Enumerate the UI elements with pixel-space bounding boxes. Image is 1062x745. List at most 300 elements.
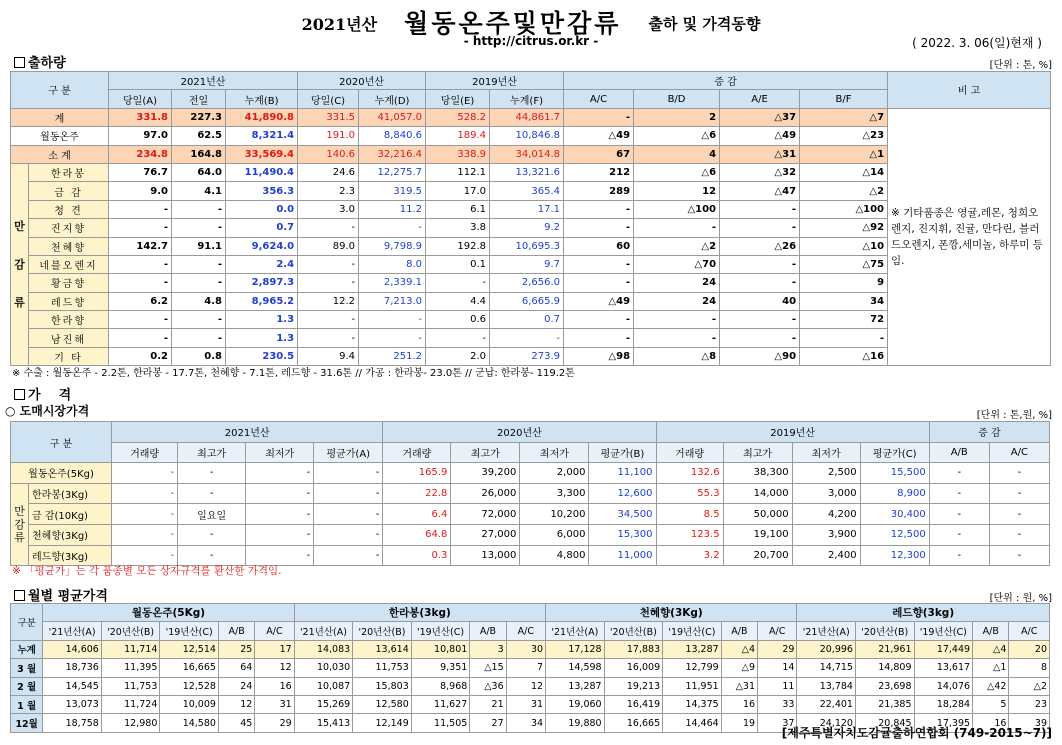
value-cell: 1.3	[226, 329, 298, 347]
value-cell: 31	[506, 695, 545, 713]
value-cell: 62.5	[172, 127, 226, 145]
table-row	[11, 524, 1050, 545]
subheader: A/E	[720, 90, 800, 108]
value-cell: 9.4	[298, 347, 359, 365]
value-cell: -	[109, 329, 172, 347]
table-row	[11, 463, 1050, 484]
value-cell: 2,897.3	[226, 274, 298, 292]
subheader: 최저가	[520, 442, 589, 463]
value-cell: △49	[564, 292, 634, 310]
header-gubun: 구 분	[11, 422, 112, 463]
value-cell: 331.8	[109, 108, 172, 126]
value-cell: 331.5	[298, 108, 359, 126]
subheader: 거래량	[112, 442, 178, 463]
value-cell: △6	[634, 163, 720, 181]
value-cell: 72	[800, 311, 888, 329]
value-cell: 14,715	[797, 659, 856, 677]
section-monthly-unit: [단위 : 원, %]	[989, 593, 1052, 604]
value-cell: -	[359, 219, 426, 237]
value-cell: 17.0	[426, 182, 490, 200]
group-label-char: 만	[14, 219, 25, 233]
table-row	[11, 504, 1050, 525]
header-variety: 레드향(3kg)	[797, 604, 1050, 622]
subheader: '19년산(C)	[914, 622, 973, 640]
value-cell: -	[989, 463, 1049, 484]
value-cell: 11,714	[101, 640, 160, 658]
header-2020: 2020년산	[383, 422, 656, 443]
value-cell: 10,801	[411, 640, 470, 658]
value-cell: -	[564, 311, 634, 329]
value-cell: 12,580	[353, 695, 412, 713]
price-note: ※ 「평균가」는 각 품종별 모든 상자규격를 환산한 가격임.	[12, 565, 282, 577]
value-cell: 16	[721, 695, 757, 713]
value-cell: 8,900	[860, 483, 929, 504]
value-cell: 일요일	[178, 504, 246, 525]
value-cell: -	[564, 108, 634, 126]
value-cell: 23,698	[855, 677, 914, 695]
row-label: 한라봉	[29, 163, 109, 181]
value-cell: 251.2	[359, 347, 426, 365]
row-label: 남진해	[29, 329, 109, 347]
value-cell: 11,505	[411, 714, 470, 732]
value-cell: 9.7	[490, 255, 564, 273]
value-cell: 123.5	[656, 524, 723, 545]
value-cell: 15,269	[294, 695, 353, 713]
value-cell: 40	[720, 292, 800, 310]
section-price-title: 가 격	[14, 384, 71, 403]
value-cell: 6.4	[383, 504, 451, 525]
group-label-mangam	[11, 483, 29, 565]
header-2021: 2021년산	[109, 72, 298, 90]
value-cell: -	[314, 463, 383, 484]
value-cell: -	[109, 274, 172, 292]
subheader: 최고가	[178, 442, 246, 463]
value-cell: 15,413	[294, 714, 353, 732]
value-cell: 18,736	[43, 659, 102, 677]
value-cell: 39,200	[451, 463, 520, 484]
value-cell: 14,083	[294, 640, 353, 658]
value-cell: 26,000	[451, 483, 520, 504]
row-label: 한라봉(3Kg)	[29, 483, 112, 504]
value-cell: △100	[634, 200, 720, 218]
value-cell: 24.6	[298, 163, 359, 181]
row-label: 네블오렌지	[29, 255, 109, 273]
value-cell: 3,000	[792, 483, 860, 504]
row-label: 금 감	[29, 182, 109, 200]
value-cell: 165.9	[383, 463, 451, 484]
subheader: 당일(E)	[426, 90, 490, 108]
value-cell: △8	[634, 347, 720, 365]
value-cell: 10,846.8	[490, 127, 564, 145]
value-cell: 1.3	[226, 311, 298, 329]
value-cell: -	[720, 255, 800, 273]
value-cell: 8,840.6	[359, 127, 426, 145]
value-cell: -	[109, 311, 172, 329]
header-2019: 2019년산	[426, 72, 564, 90]
value-cell: 14,580	[160, 714, 219, 732]
value-cell: 16,009	[604, 659, 663, 677]
section-wholesale-subtitle: ○ 도매시장가격	[5, 404, 90, 418]
header-variety: 한라봉(3kg)	[294, 604, 545, 622]
value-cell: -	[178, 483, 246, 504]
value-cell: -	[564, 274, 634, 292]
table-row	[11, 483, 1050, 504]
section-price-unit: [단위 : 톤,원, %]	[976, 410, 1052, 421]
value-cell: -	[634, 311, 720, 329]
value-cell: △16	[800, 347, 888, 365]
value-cell: 4,200	[792, 504, 860, 525]
value-cell: -	[298, 219, 359, 237]
value-cell: -	[109, 255, 172, 273]
value-cell: 41,890.8	[226, 108, 298, 126]
value-cell: 142.7	[109, 237, 172, 255]
value-cell: -	[564, 255, 634, 273]
value-cell: 11	[758, 677, 797, 695]
value-cell: 64.0	[172, 163, 226, 181]
value-cell: 12	[506, 677, 545, 695]
value-cell: 12,149	[353, 714, 412, 732]
value-cell: 76.7	[109, 163, 172, 181]
value-cell: 3,900	[792, 524, 860, 545]
subheader: 당일(A)	[109, 90, 172, 108]
header-change: 증 감	[929, 422, 1049, 443]
value-cell: -	[314, 545, 383, 566]
shipment-table	[10, 71, 1051, 366]
subheader: 거래량	[656, 442, 723, 463]
value-cell: 112.1	[426, 163, 490, 181]
subheader: A/B	[218, 622, 254, 640]
value-cell: 4.1	[172, 182, 226, 200]
value-cell: -	[172, 329, 226, 347]
value-cell: 33,569.4	[226, 145, 298, 163]
value-cell: 11,951	[663, 677, 722, 695]
value-cell: 0.6	[426, 311, 490, 329]
table-row	[11, 108, 1051, 126]
value-cell: △7	[800, 108, 888, 126]
value-cell: △32	[720, 163, 800, 181]
row-label: 계	[11, 108, 109, 126]
value-cell: 3.0	[298, 200, 359, 218]
value-cell: -	[112, 483, 178, 504]
value-cell: 11.2	[359, 200, 426, 218]
value-cell: 16,665	[160, 659, 219, 677]
row-label: 월동온주(5Kg)	[11, 463, 112, 484]
value-cell: 97.0	[109, 127, 172, 145]
group-label-char: 류	[14, 295, 25, 309]
value-cell: 20	[1009, 640, 1050, 658]
value-cell: 15,500	[860, 463, 929, 484]
value-cell: 13,287	[546, 677, 605, 695]
row-label: 누계	[11, 640, 43, 658]
value-cell: △49	[564, 127, 634, 145]
value-cell: 528.2	[426, 108, 490, 126]
value-cell: 17	[255, 640, 294, 658]
group-label-char: 류	[14, 530, 25, 544]
value-cell: 18,284	[914, 695, 973, 713]
value-cell: 17,883	[604, 640, 663, 658]
header-gubun: 구 분	[11, 72, 109, 109]
value-cell: 17,395	[914, 714, 973, 732]
section-shipment-unit: [단위 : 톤, %]	[989, 60, 1052, 71]
subheader: A/B	[929, 442, 989, 463]
value-cell: 7	[506, 659, 545, 677]
subheader: 최고가	[723, 442, 792, 463]
value-cell: 17,128	[546, 640, 605, 658]
value-cell: 24,120	[797, 714, 856, 732]
value-cell: △15	[470, 659, 506, 677]
value-cell: 64	[218, 659, 254, 677]
value-cell: 20,996	[797, 640, 856, 658]
value-cell: 20,700	[723, 545, 792, 566]
value-cell: 0.0	[226, 200, 298, 218]
value-cell: △90	[720, 347, 800, 365]
value-cell: △2	[800, 182, 888, 200]
value-cell: 9	[800, 274, 888, 292]
header-2020: 2020년산	[298, 72, 426, 90]
value-cell: 356.3	[226, 182, 298, 200]
value-cell: 5	[973, 695, 1009, 713]
value-cell: 13,287	[663, 640, 722, 658]
value-cell: 14,809	[855, 659, 914, 677]
value-cell: 17,449	[914, 640, 973, 658]
value-cell: 212	[564, 163, 634, 181]
value-cell: 8,965.2	[226, 292, 298, 310]
value-cell: 24	[218, 677, 254, 695]
value-cell: -	[112, 545, 178, 566]
value-cell: 338.9	[426, 145, 490, 163]
table-row	[11, 677, 1050, 695]
value-cell: 14	[758, 659, 797, 677]
value-cell: 2.3	[298, 182, 359, 200]
value-cell: 6.2	[109, 292, 172, 310]
subheader: '20년산(B)	[855, 622, 914, 640]
value-cell: 3.8	[426, 219, 490, 237]
value-cell: △70	[634, 255, 720, 273]
value-cell: 72,000	[451, 504, 520, 525]
header-2021: 2021년산	[112, 422, 383, 443]
value-cell: 2,400	[792, 545, 860, 566]
value-cell: 9,624.0	[226, 237, 298, 255]
value-cell: 14,545	[43, 677, 102, 695]
value-cell: 192.8	[426, 237, 490, 255]
value-cell: 19,060	[546, 695, 605, 713]
value-cell: 11,100	[589, 463, 656, 484]
value-cell: 15,803	[353, 677, 412, 695]
value-cell: 6.1	[426, 200, 490, 218]
value-cell: 12,799	[663, 659, 722, 677]
value-cell: -	[720, 329, 800, 347]
subheader: 평균가(A)	[314, 442, 383, 463]
value-cell: △4	[973, 640, 1009, 658]
header-gubun: 구분	[11, 604, 43, 641]
table-row	[11, 640, 1050, 658]
subheader: B/D	[634, 90, 720, 108]
value-cell: 19,100	[723, 524, 792, 545]
subheader: '19년산(C)	[663, 622, 722, 640]
value-cell: -	[634, 219, 720, 237]
value-cell: 16	[255, 677, 294, 695]
value-cell: △14	[800, 163, 888, 181]
value-cell: 29	[255, 714, 294, 732]
value-cell: 0.2	[109, 347, 172, 365]
value-cell: △31	[720, 145, 800, 163]
value-cell: 24	[634, 292, 720, 310]
subheader: 평균가(C)	[860, 442, 929, 463]
value-cell: 10,200	[520, 504, 589, 525]
subheader: 평균가(B)	[589, 442, 656, 463]
value-cell: △36	[470, 677, 506, 695]
value-cell: △26	[720, 237, 800, 255]
value-cell: 9,351	[411, 659, 470, 677]
value-cell: -	[109, 219, 172, 237]
row-label: 금 감(10Kg)	[29, 504, 112, 525]
row-label: 2 월	[11, 677, 43, 695]
checkbox-icon	[14, 590, 25, 601]
group-label-char: 감	[14, 257, 25, 271]
value-cell: 140.6	[298, 145, 359, 163]
subheader: '21년산(A)	[294, 622, 353, 640]
value-cell: 11,753	[353, 659, 412, 677]
value-cell: -	[720, 200, 800, 218]
value-cell: -	[564, 219, 634, 237]
value-cell: 12,514	[160, 640, 219, 658]
value-cell: 21,385	[855, 695, 914, 713]
title-subtitle: 출하 및 가격동향	[648, 15, 761, 33]
subheader: 최저가	[246, 442, 314, 463]
value-cell: 19	[721, 714, 757, 732]
value-cell: 2	[634, 108, 720, 126]
subheader: A/B	[721, 622, 757, 640]
value-cell: △6	[634, 127, 720, 145]
subheader: A/C	[506, 622, 545, 640]
value-cell: -	[929, 545, 989, 566]
table-row	[11, 695, 1050, 713]
value-cell: 34,014.8	[490, 145, 564, 163]
row-label: 천혜향(3Kg)	[29, 524, 112, 545]
header-variety: 천혜향(3Kg)	[546, 604, 797, 622]
row-label: 레드향(3Kg)	[29, 545, 112, 566]
value-cell: △4	[721, 640, 757, 658]
value-cell: 9.2	[490, 219, 564, 237]
value-cell: 234.8	[109, 145, 172, 163]
header-change: 증 감	[564, 72, 888, 90]
value-cell: -	[246, 524, 314, 545]
value-cell: △42	[973, 677, 1009, 695]
value-cell: △98	[564, 347, 634, 365]
value-cell: 30,400	[860, 504, 929, 525]
value-cell: 16	[973, 714, 1009, 732]
value-cell: 21,961	[855, 640, 914, 658]
row-label: 3 월	[11, 659, 43, 677]
value-cell: 22.8	[383, 483, 451, 504]
value-cell: -	[929, 524, 989, 545]
row-label: 월동온주	[11, 127, 109, 145]
value-cell: -	[178, 463, 246, 484]
value-cell: -	[426, 274, 490, 292]
value-cell: -	[720, 311, 800, 329]
value-cell: 16,419	[604, 695, 663, 713]
value-cell: 12	[634, 182, 720, 200]
value-cell: 14,606	[43, 640, 102, 658]
value-cell: -	[112, 463, 178, 484]
value-cell: 12,600	[589, 483, 656, 504]
value-cell: -	[929, 463, 989, 484]
value-cell: -	[989, 524, 1049, 545]
value-cell: 164.8	[172, 145, 226, 163]
shipment-note: ※ 수출 : 월동온주 - 2.2톤, 한라봉 - 17.7톤, 천혜향 - 7.1톤, 레드향 - 31.6톤 // 가공 : 한라봉- 23.0톤 // 군납: 한라봉- 119.2톤	[12, 368, 575, 379]
value-cell: 9,798.9	[359, 237, 426, 255]
header-2019: 2019년산	[656, 422, 929, 443]
value-cell: 11,724	[101, 695, 160, 713]
value-cell: 31	[255, 695, 294, 713]
value-cell: △31	[721, 677, 757, 695]
value-cell: 25	[218, 640, 254, 658]
value-cell: -	[112, 524, 178, 545]
value-cell: -	[178, 524, 246, 545]
value-cell: 10,087	[294, 677, 353, 695]
site-url[interactable]: - http://citrus.or.kr -	[463, 34, 599, 48]
value-cell: -	[800, 329, 888, 347]
value-cell: -	[929, 504, 989, 525]
subheader: 누계(D)	[359, 90, 426, 108]
value-cell: 50,000	[723, 504, 792, 525]
value-cell: 44,861.7	[490, 108, 564, 126]
value-cell: 8.0	[359, 255, 426, 273]
value-cell: 12,275.7	[359, 163, 426, 181]
group-label-mangam	[11, 163, 29, 365]
value-cell: 2,339.1	[359, 274, 426, 292]
subheader: '20년산(B)	[101, 622, 160, 640]
monthly-price-table	[10, 603, 1050, 733]
value-cell: 2,500	[792, 463, 860, 484]
value-cell: 0.7	[490, 311, 564, 329]
value-cell: 19,880	[546, 714, 605, 732]
value-cell: 37	[758, 714, 797, 732]
checkbox-icon	[14, 389, 25, 400]
value-cell: 10,695.3	[490, 237, 564, 255]
value-cell: -	[720, 219, 800, 237]
row-label: 레드향	[29, 292, 109, 310]
bigo-cell	[888, 108, 1051, 365]
subheader: 최저가	[792, 442, 860, 463]
subheader: 전일	[172, 90, 226, 108]
subheader: 최고가	[451, 442, 520, 463]
value-cell: 11,753	[101, 677, 160, 695]
row-label: 진지향	[29, 219, 109, 237]
value-cell: 32,216.4	[359, 145, 426, 163]
value-cell: 0.1	[426, 255, 490, 273]
value-cell: △2	[634, 237, 720, 255]
subheader: A/C	[989, 442, 1049, 463]
value-cell: 18,758	[43, 714, 102, 732]
header-variety: 월동온주(5Kg)	[43, 604, 294, 622]
table-row	[11, 659, 1050, 677]
value-cell: 11,395	[101, 659, 160, 677]
value-cell: 12	[255, 659, 294, 677]
value-cell: -	[359, 311, 426, 329]
value-cell: 3	[470, 640, 506, 658]
group-label-char: 만	[14, 504, 25, 518]
value-cell: 4.4	[426, 292, 490, 310]
value-cell: 3.2	[656, 545, 723, 566]
value-cell: △37	[720, 108, 800, 126]
value-cell: 11,627	[411, 695, 470, 713]
subheader: A/B	[470, 622, 506, 640]
value-cell: 21	[470, 695, 506, 713]
value-cell: 12	[218, 695, 254, 713]
subheader: '20년산(B)	[353, 622, 412, 640]
header-bigo: 비 고	[888, 72, 1051, 109]
